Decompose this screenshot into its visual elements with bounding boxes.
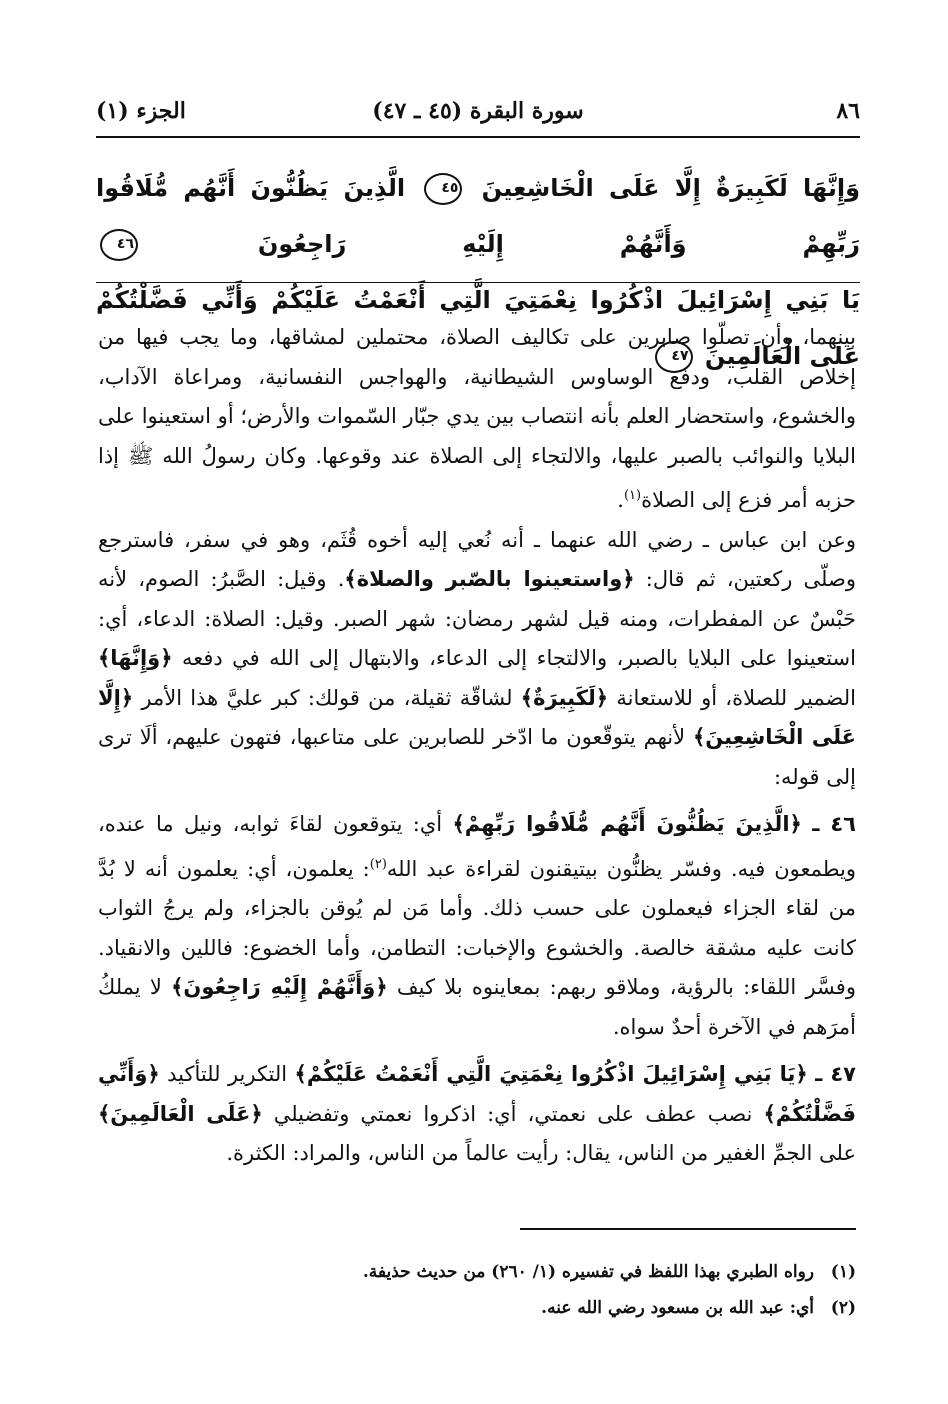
paragraph-text: وعن ابن عباس ـ رضي الله عنهما ـ أنه نُعي إليه أخوه قُثَم، وهو في سفر، فاسترجع وصلّى ركعتين، ثم قال: bbox=[98, 527, 856, 591]
footnote-2 bbox=[98, 1290, 856, 1326]
paragraph-text: الضمير للصلاة، أو للاستعانة bbox=[616, 685, 856, 710]
paragraph-text: . bbox=[617, 488, 624, 512]
surah-title: سورة البقرة (٤٥ ـ ٤٧) bbox=[372, 98, 584, 124]
ayah-45-part: وَإِنَّهَا لَكَبِيرَةٌ إِلَّا عَلَى الْخَاشِعِينَ bbox=[481, 174, 860, 202]
footnote-divider bbox=[520, 1228, 856, 1230]
paragraph-text: لأنهم يتوقّعون ما ادّخر للصابرين على متاعبها، فتهون عليهم، ألَا ترى إلى قوله: bbox=[98, 725, 856, 789]
footnote-ref-1[interactable]: (١) bbox=[623, 488, 642, 503]
paragraph-text: التكرير للتأكيد bbox=[167, 1062, 288, 1086]
footnote-text: أي: عبد الله بن مسعود رضي الله عنه. bbox=[541, 1298, 814, 1318]
paragraph-text: لشاقّة ثقيلة، من قولك: كبر عليَّ هذا الأمر bbox=[141, 685, 513, 710]
footnote-1 bbox=[98, 1254, 856, 1290]
paragraph-1 bbox=[98, 318, 856, 521]
quran-quote: ﴿وَأَنَّهُمْ إِلَيْهِ رَاجِعُونَ﴾ bbox=[171, 975, 388, 999]
paragraph-text: لا يملكُ أمرَهم في الآخرة أحدٌ سواه. bbox=[98, 975, 856, 1039]
running-header bbox=[96, 96, 860, 132]
quran-quote: ﴿إِلَّا عَلَى الْخَاشِعِينَ﴾ bbox=[98, 685, 856, 749]
footnote-marker: (٢) bbox=[830, 1298, 856, 1318]
verse-number: ٤٧ ـ bbox=[815, 1062, 856, 1086]
paragraph-verse-46 bbox=[98, 805, 856, 1047]
footnote-ref-2[interactable]: (٢) bbox=[369, 856, 387, 872]
quran-quote: ﴿عَلَى الْعَالَمِينَ﴾ bbox=[98, 1101, 263, 1126]
quran-line-1 bbox=[96, 160, 860, 272]
page-number: ٨٦ bbox=[836, 98, 860, 124]
quran-quote: ﴿واستعينوا بالصّبر والصلاة﴾ bbox=[344, 567, 635, 591]
footnotes bbox=[98, 1254, 856, 1326]
paragraph-2 bbox=[98, 521, 856, 798]
paragraph-text: : يعلمون، أي: يعلمون أنه لا بُدَّ من لقاء الجزاء فيعملون على حسب ذلك. وأما مَن لم يُوقن بالجزاء، ولم يرجُ الثواب كانت عليه مشقة خالصة. والخشوع والإخبات: التطامن، وأما الخضوع: فاللين والانقياد. وفسَّر اللقاء: بالرؤية، وملاقو ربهم: بمعاينوه بلا كيف bbox=[98, 856, 856, 999]
ayah-marker-45: ٤٥ bbox=[424, 173, 462, 205]
paragraph-text: بينهما، وأن تصلّوا صابرين على تكاليف الصلاة، محتملين لمشاقها، وما يجب فيها من إخلاص القلب، ودفع الوساوس الشيطانية، والهواجس النفسانية، ومراعاة الآداب، والخشوع، واستحضار العلم بأنه انتصاب بين يدي جبّار السّموات والأرض؛ أو استعينوا على البلايا والنوائب بالصبر عليها، والالتجاء إلى الصلاة عند وقوعها. وكان رسولُ الله ﷺ إذا حزبه أمر فزع إلى الصلاة bbox=[98, 325, 856, 512]
quran-quote: ﴿وَأَنِّي فَضَّلْتُكُمْ﴾ bbox=[98, 1062, 857, 1126]
paragraph-text: . وقيل: الصَّبرُ: الصوم، لأنه حَبْسٌ عن المفطرات، ومنه قيل لشهر رمضان: شهر الصبر. وقيل: الصلاة: الدعاء، أي: استعينوا على البلايا بالصبر، والالتجاء إلى الدعاء، والابتهال إلى الله في دفعه bbox=[98, 567, 856, 670]
quran-quote: ﴿الَّذِينَ يَظُنُّونَ أَنَّهُم مُّلَاقُوا رَبِّهِمْ﴾ bbox=[452, 812, 802, 836]
quran-quote: ﴿وَإِنَّهَا﴾ bbox=[98, 646, 173, 670]
juz-label: الجزء (١) bbox=[96, 98, 186, 124]
paragraph-text: على الجمِّ الغفير من الناس، يقال: رأيت عالماً من الناس، والمراد: الكثرة. bbox=[226, 1141, 856, 1165]
verse-number: ٤٦ ـ bbox=[812, 812, 856, 836]
ayah-marker-46: ٤٦ bbox=[100, 229, 138, 261]
verses-divider bbox=[96, 282, 860, 283]
ayah-46: الَّذِينَ يَظُنُّونَ أَنَّهُم مُّلَاقُوا رَبِّهِمْ وَأَنَّهُمْ إِلَيْهِ رَاجِعُونَ bbox=[96, 174, 860, 258]
tafsir-body bbox=[98, 318, 856, 1174]
ayah-marker-47: ٤٧ bbox=[655, 341, 693, 373]
quran-quote: ﴿يَا بَنِي إِسْرَائِيلَ اذْكُرُوا نِعْمَتِيَ الَّتِي أَنْعَمْتُ عَلَيْكُمْ﴾ bbox=[294, 1062, 808, 1086]
paragraph-text: أي: يتوقعون لقاءَ ثوابه، ونيل ما عنده، ويطمعون فيه. وفسّر يظنُّون بيتيقنون لقراءة عبد الله bbox=[98, 812, 856, 881]
paragraph-verse-47 bbox=[98, 1055, 856, 1174]
footnote-marker: (١) bbox=[830, 1262, 856, 1282]
header-divider bbox=[96, 136, 860, 138]
footnote-text: رواه الطبري بهذا اللفظ في تفسيره (١/ ٢٦٠) من حديث حذيفة. bbox=[362, 1262, 814, 1282]
quran-quote: ﴿لَكَبِيرَةٌ﴾ bbox=[520, 685, 609, 710]
ayah-47: يَا بَنِي إِسْرَائِيلَ اذْكُرُوا نِعْمَتِيَ الَّتِي أَنْعَمْتُ عَلَيْكُمْ وَأَنِّي فَضَّلْتُكُمْ عَلَى الْعَالَمِينَ bbox=[96, 286, 860, 370]
paragraph-text: نصب عطف على نعمتي، أي: اذكروا نعمتي وتفضيلي bbox=[273, 1101, 753, 1126]
